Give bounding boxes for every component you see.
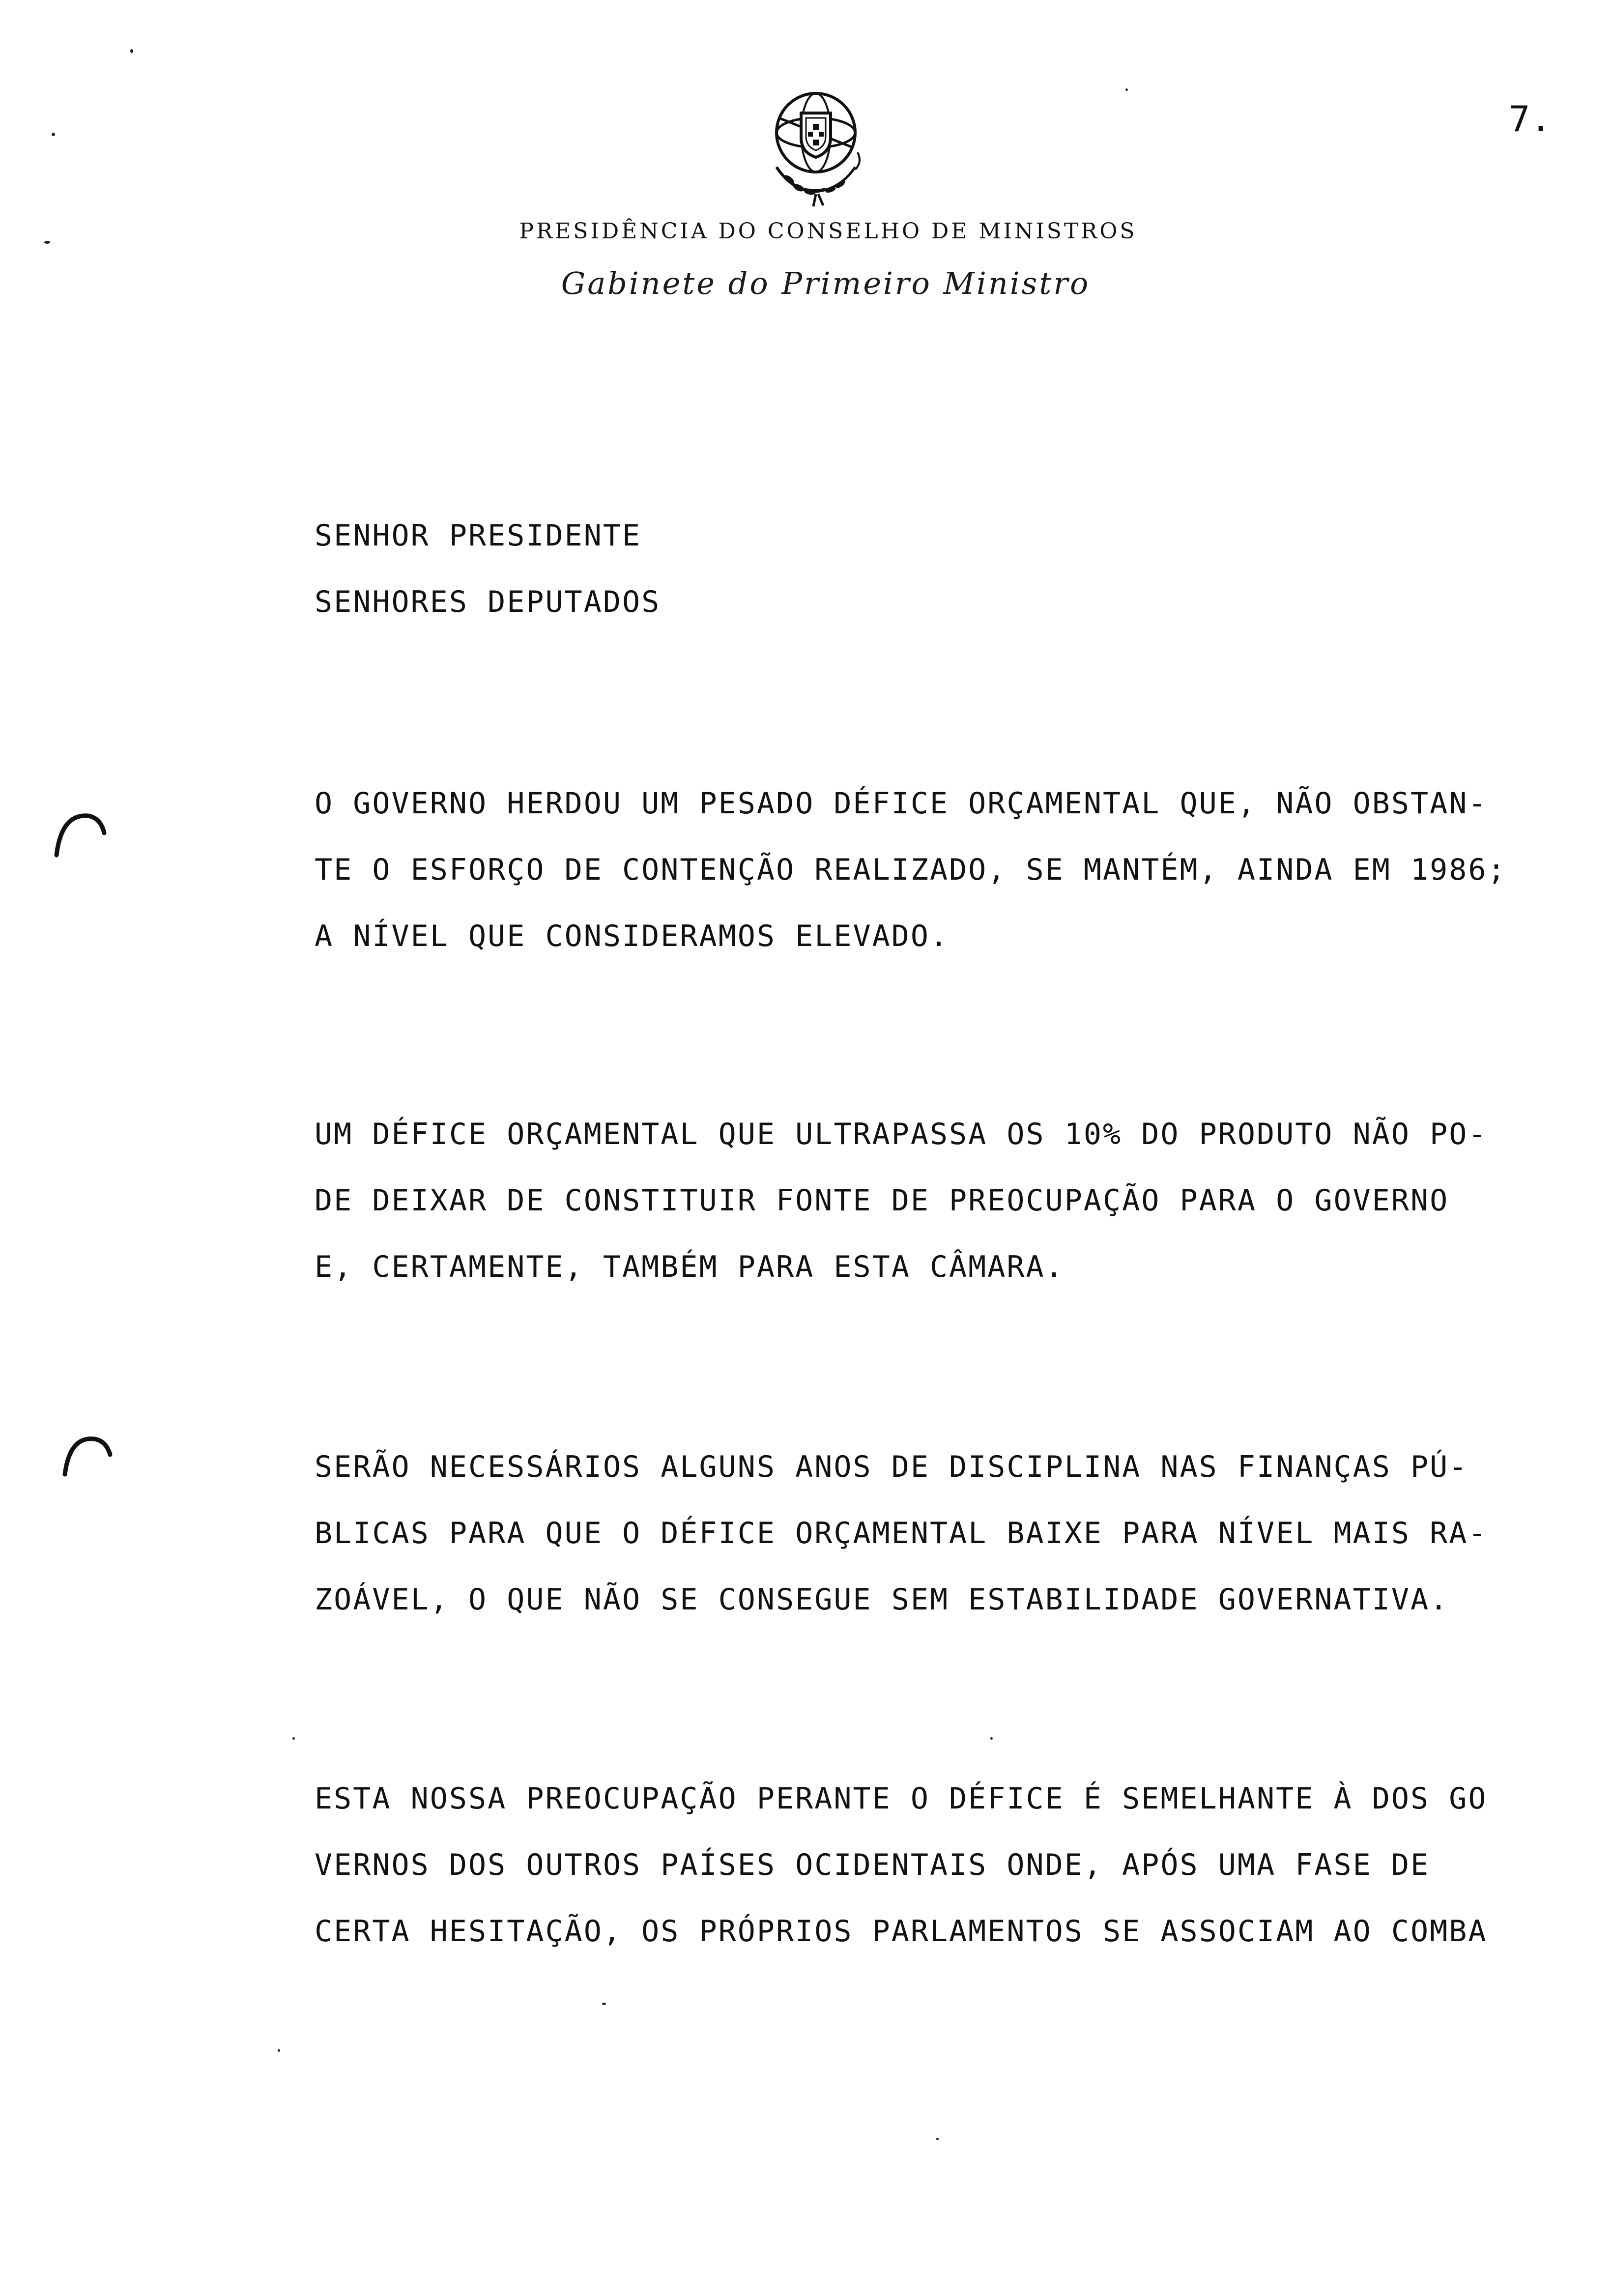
scan-speck	[52, 133, 55, 136]
paragraph-line: VERNOS DOS OUTROS PAÍSES OCIDENTAIS ONDE, APÓS UMA FASE DE	[315, 1848, 1430, 1882]
paragraph-line: A NÍVEL QUE CONSIDERAMOS ELEVADO.	[315, 919, 950, 953]
scan-speck	[278, 2049, 280, 2052]
paragraph-line: O GOVERNO HERDOU UM PESADO DÉFICE ORÇAMENTAL QUE, NÃO OBSTAN-	[315, 786, 1488, 821]
letterhead-office-signature: Gabinete do Primeiro Ministro	[561, 265, 1091, 301]
punch-hole-mark	[49, 806, 108, 860]
scan-speck	[990, 1737, 993, 1740]
scan-speck	[602, 2003, 606, 2005]
paragraph-line: BLICAS PARA QUE O DÉFICE ORÇAMENTAL BAIXE PARA NÍVEL MAIS RA-	[315, 1516, 1488, 1550]
scan-speck	[44, 241, 50, 244]
salutation-line: SENHORES DEPUTADOS	[315, 585, 661, 619]
paragraph-line: DE DEIXAR DE CONSTITUIR FONTE DE PREOCUPAÇÃO PARA O GOVERNO	[315, 1183, 1449, 1218]
paragraph-line: ZOÁVEL, O QUE NÃO SE CONSEGUE SEM ESTABILIDADE GOVERNATIVA.	[315, 1582, 1449, 1617]
scan-speck	[936, 2138, 939, 2140]
paragraph-line: ESTA NOSSA PREOCUPAÇÃO PERANTE O DÉFICE É SEMELHANTE À DOS GO	[315, 1781, 1488, 1816]
paragraph-line: SERÃO NECESSÁRIOS ALGUNS ANOS DE DISCIPLINA NAS FINANÇAS PÚ-	[315, 1450, 1468, 1484]
scan-speck	[1125, 88, 1128, 91]
paragraph-line: E, CERTAMENTE, TAMBÉM PARA ESTA CÂMARA.	[315, 1250, 1065, 1284]
paragraph-line: CERTA HESITAÇÃO, OS PRÓPRIOS PARLAMENTOS SE ASSOCIAM AO COMBA	[315, 1914, 1488, 1949]
paragraph-line: TE O ESFORÇO DE CONTENÇÃO REALIZADO, SE MANTÉM, AINDA EM 1986;	[315, 853, 1507, 887]
paragraph-line: UM DÉFICE ORÇAMENTAL QUE ULTRAPASSA OS 10% DO PRODUTO NÃO PO-	[315, 1117, 1488, 1151]
scan-speck	[292, 1737, 295, 1740]
punch-hole-mark	[59, 1430, 113, 1479]
letterhead-institution: PRESIDÊNCIA DO CONSELHO DE MINISTROS	[519, 219, 1137, 244]
salutation-line: SENHOR PRESIDENTE	[315, 518, 642, 553]
page-number: 7.	[1509, 98, 1552, 140]
coat-of-arms-emblem	[757, 84, 880, 211]
scan-speck	[130, 49, 133, 53]
